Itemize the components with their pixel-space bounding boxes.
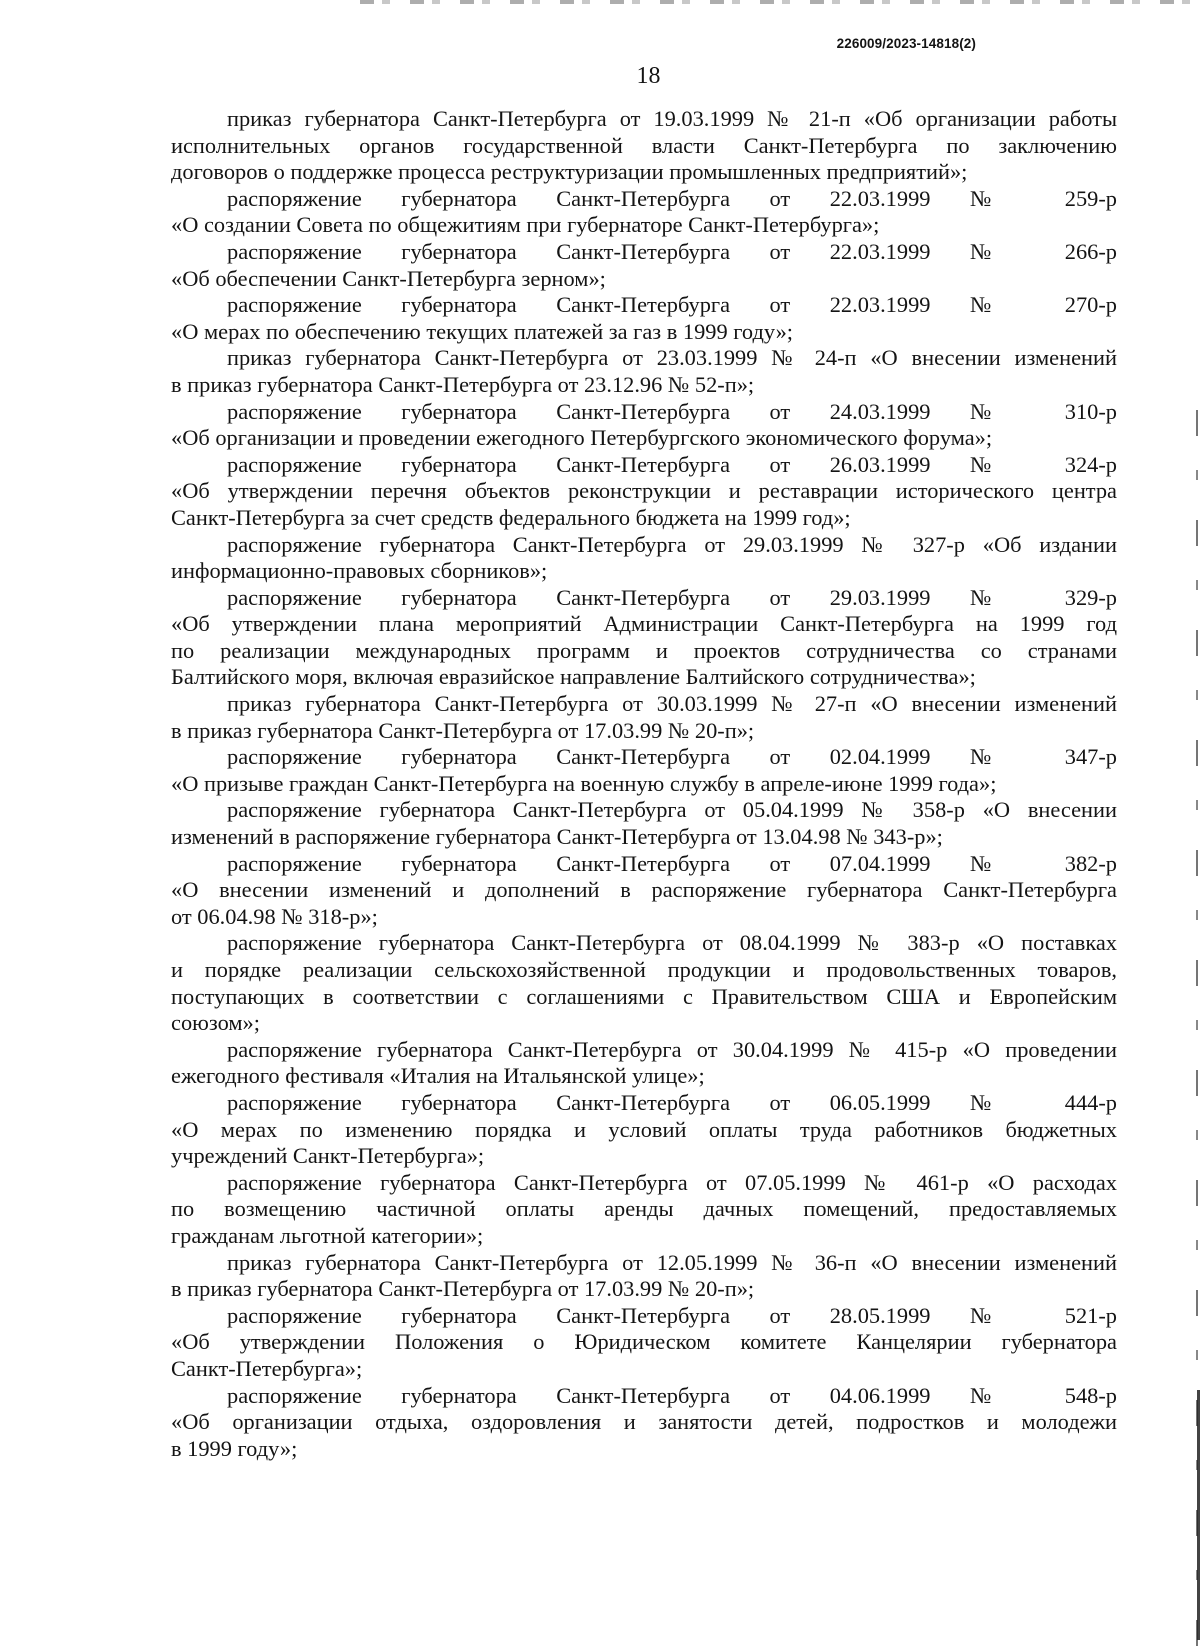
document-line: договоров о поддержке процесса реструктуризации промышленных предприятий»; [171, 159, 968, 185]
document-id: 226009/2023-14818(2) [836, 36, 976, 51]
document-body [171, 106, 1117, 1462]
document-line: «Об организации и проведении ежегодного Петербургского экономического форума»; [171, 425, 993, 451]
document-line: распоряжение губернатора Санкт-Петербурга от 29.03.1999 № 329-р [227, 584, 1117, 610]
list-item [171, 1303, 1117, 1383]
document-line: поступающих в соответствии с соглашениями с Правительством США и Европейским [171, 983, 1117, 1009]
document-line: Санкт-Петербурга»; [171, 1355, 363, 1381]
document-line: распоряжение губернатора Санкт-Петербурга от 02.04.1999 № 347-р [227, 744, 1117, 770]
document-line: изменений в распоряжение губернатора Санкт-Петербурга от 13.04.98 № 343-р»; [171, 824, 943, 850]
document-line: «О призыве граждан Санкт-Петербурга на военную службу в апреле-июне 1999 года»; [171, 770, 997, 796]
list-item [171, 532, 1117, 585]
list-item [171, 345, 1117, 398]
document-line: в приказ губернатора Санкт-Петербурга от 17.03.99 № 20-п»; [171, 717, 755, 743]
document-line: распоряжение губернатора Санкт-Петербурга от 07.05.1999 № 461-р «О расходах [227, 1169, 1117, 1195]
document-line: «Об утверждении перечня объектов реконструкции и реставрации исторического центра [171, 478, 1117, 504]
document-line: от 06.04.98 № 318-р»; [171, 903, 378, 929]
document-line: учреждений Санкт-Петербурга»; [171, 1143, 485, 1169]
list-item [171, 186, 1117, 239]
document-line: по реализации международных программ и проектов сотрудничества со странами [171, 637, 1117, 663]
document-line: распоряжение губернатора Санкт-Петербурга от 08.04.1999 № 383-р «О поставках [227, 930, 1117, 956]
scan-artifact-top [360, 0, 1200, 4]
document-line: по возмещению частичной оплаты аренды дачных помещений, предоставляемых [171, 1196, 1117, 1222]
list-item [171, 452, 1117, 532]
document-line: распоряжение губернатора Санкт-Петербурга от 22.03.1999 № 266-р [227, 238, 1117, 264]
document-line: «О мерах по изменению порядка и условий оплаты труда работников бюджетных [171, 1116, 1117, 1142]
list-item [171, 292, 1117, 345]
document-line: исполнительных органов государственной власти Санкт-Петербурга по заключению [171, 132, 1117, 158]
document-line: и порядке реализации сельскохозяйственной продукции и продовольственных товаров, [171, 957, 1117, 982]
list-item [171, 1383, 1117, 1463]
document-line: «Об обеспечении Санкт-Петербурга зерном»; [171, 265, 606, 291]
document-line: распоряжение губернатора Санкт-Петербурга от 28.05.1999 № 521-р [227, 1302, 1117, 1328]
document-line: распоряжение губернатора Санкт-Петербурга от 04.06.1999 № 548-р [227, 1382, 1117, 1408]
list-item [171, 1037, 1117, 1090]
document-line: приказ губернатора Санкт-Петербурга от 30.03.1999 № 27-п «О внесении изменений [227, 691, 1117, 717]
list-item [171, 744, 1117, 797]
document-line: ежегодного фестиваля «Италия на Итальянской улице»; [171, 1063, 705, 1089]
document-line: распоряжение губернатора Санкт-Петербурга от 24.03.1999 № 310-р [227, 398, 1117, 424]
document-line: Санкт-Петербурга за счет средств федерального бюджета на 1999 год»; [171, 504, 851, 530]
document-line: приказ губернатора Санкт-Петербурга от 19.03.1999 № 21-п «Об организации работы [227, 106, 1117, 131]
document-line: в приказ губернатора Санкт-Петербурга от 17.03.99 № 20-п»; [171, 1276, 755, 1302]
document-line: распоряжение губернатора Санкт-Петербурга от 07.04.1999 № 382-р [227, 850, 1117, 876]
list-item [171, 691, 1117, 744]
list-item [171, 106, 1117, 186]
list-item [171, 851, 1117, 931]
list-item [171, 930, 1117, 1036]
list-item [171, 797, 1117, 850]
document-line: приказ губернатора Санкт-Петербурга от 23.03.1999 № 24-п «О внесении изменений [227, 345, 1117, 371]
document-line: распоряжение губернатора Санкт-Петербурга от 30.04.1999 № 415-р «О проведении [227, 1036, 1117, 1062]
document-line: распоряжение губернатора Санкт-Петербурга от 26.03.1999 № 324-р [227, 451, 1117, 477]
list-item [171, 399, 1117, 452]
list-item [171, 1170, 1117, 1250]
document-line: гражданам льготной категории»; [171, 1222, 484, 1248]
document-line: союзом»; [171, 1010, 260, 1036]
list-item [171, 585, 1117, 691]
document-line: в приказ губернатора Санкт-Петербурга от 23.12.96 № 52-п»; [171, 371, 755, 397]
document-line: «О мерах по обеспечению текущих платежей за газ в 1999 году»; [171, 318, 794, 344]
list-item [171, 1250, 1117, 1303]
document-line: распоряжение губернатора Санкт-Петербурга от 05.04.1999 № 358-р «О внесении [227, 797, 1117, 823]
document-line: приказ губернатора Санкт-Петербурга от 12.05.1999 № 36-п «О внесении изменений [227, 1249, 1117, 1275]
document-line: «Об организации отдыха, оздоровления и занятости детей, подростков и молодежи [171, 1409, 1117, 1435]
document-line: «О создании Совета по общежитиям при губернаторе Санкт-Петербурга»; [171, 212, 880, 238]
document-line: распоряжение губернатора Санкт-Петербурга от 06.05.1999 № 444-р [227, 1089, 1117, 1115]
document-line: Балтийского моря, включая евразийское направление Балтийского сотрудничества»; [171, 664, 976, 690]
document-line: распоряжение губернатора Санкт-Петербурга от 22.03.1999 № 259-р [227, 185, 1117, 211]
document-line: «Об утверждении плана мероприятий Администрации Санкт-Петербурга на 1999 год [171, 611, 1117, 637]
document-line: распоряжение губернатора Санкт-Петербурга от 29.03.1999 № 327-р «Об издании [227, 531, 1117, 557]
document-line: информационно-правовых сборников»; [171, 558, 548, 584]
list-item [171, 239, 1117, 292]
page-number: 18 [636, 63, 661, 89]
list-item [171, 1090, 1117, 1170]
document-line: распоряжение губернатора Санкт-Петербурга от 22.03.1999 № 270-р [227, 292, 1117, 318]
document-line: в 1999 году»; [171, 1435, 298, 1461]
document-line: «О внесении изменений и дополнений в распоряжение губернатора Санкт-Петербурга [171, 877, 1117, 903]
document-line: «Об утверждении Положения о Юридическом комитете Канцелярии губернатора [171, 1329, 1117, 1355]
